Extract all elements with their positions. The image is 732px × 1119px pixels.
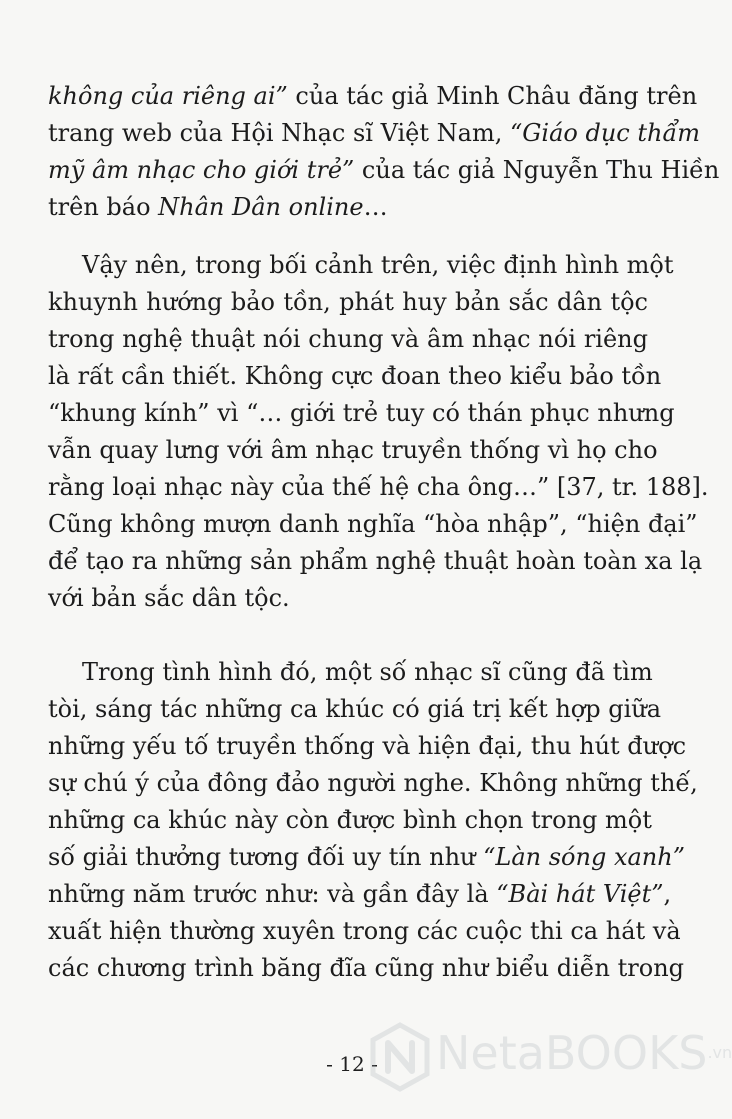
paragraph-line [48,691,662,728]
paragraph-1 [48,78,720,226]
text-segment: xuất hiện thường xuyên trong các cuộc thi ca hát và [48,917,681,945]
paragraph-line [48,321,648,358]
paragraph-line [48,728,687,765]
paragraph-line [48,284,648,321]
text-segment: không của riêng ai” [48,82,288,110]
text-segment: “Bài hát Việt” [496,880,664,908]
text-segment: , [663,880,672,908]
page-number: - 12 - [326,1052,378,1076]
text-segment: trên báo [48,193,159,221]
text-segment: số giải thưởng tương đối uy tín như [48,843,484,871]
text-segment: Nhân Dân online [158,193,364,221]
paragraph-line [48,950,685,987]
text-segment: Vậy nên, trong bối cảnh trên, việc định hình một [82,251,674,279]
text-segment: để tạo ra những sản phẩm nghệ thuật hoàn toàn xa lạ [48,547,703,575]
paragraph-line [48,358,662,395]
text-segment: Cũng không mượn danh nghĩa “hòa nhập”, “hiện đại” [48,510,698,538]
text-segment: các chương trình băng đĩa cũng như biểu diễn trong [48,954,685,982]
text-segment: trang web của Hội Nhạc sĩ Việt Nam, [48,119,510,147]
text-segment: “khung kính” vì “… giới trẻ tuy có thán phục nhưng [48,399,675,427]
text-segment: với bản sắc dân tộc. [48,584,290,612]
paragraph-line [48,247,674,284]
text-segment: những năm trước như: và gần đây là [48,880,497,908]
watermark-domain-suffix: .vn [707,1043,732,1062]
paragraph-line [48,839,685,876]
paragraph-line [48,152,720,189]
paragraph-line [48,765,698,802]
paragraph-line [48,115,700,152]
text-segment: … [363,193,388,221]
paragraph-line [48,432,658,469]
text-segment: những yếu tố truyền thống và hiện đại, thu hút được [48,732,687,760]
watermark-brand [436,1027,732,1079]
text-segment: những ca khúc này còn được bình chọn trong một [48,806,652,834]
text-segment: là rất cần thiết. Không cực đoan theo kiểu bảo tồn [48,362,662,390]
text-segment: vẫn quay lưng với âm nhạc truyền thống vì họ cho [48,436,658,464]
watermark-brand-name: NetaBOOKS [436,1026,708,1080]
paragraph-line [48,580,648,617]
text-segment: “Giáo dục thẩm [509,119,700,147]
paragraph-3 [48,654,698,987]
paragraph-line [48,395,675,432]
paragraph-line [48,189,648,226]
text-segment: sự chú ý của đông đảo người nghe. Không những thế, [48,769,698,797]
watermark [364,1015,732,1103]
paragraph-line [48,469,709,506]
text-segment: tòi, sáng tác những ca khúc có giá trị kết hợp giữa [48,695,662,723]
paragraph-line [48,506,698,543]
paragraph-line [48,802,652,839]
paragraph-line [48,543,703,580]
text-segment: khuynh hướng bảo tồn, phát huy bản sắc dân tộc [48,288,648,316]
paragraph-line [48,876,672,913]
text-segment: mỹ âm nhạc cho giới trẻ” [48,156,355,184]
paragraph-line [48,913,681,950]
text-segment: Trong tình hình đó, một số nhạc sĩ cũng đã tìm [82,658,653,686]
paragraph-line [48,654,653,691]
text-segment: trong nghệ thuật nói chung và âm nhạc nói riêng [48,325,648,353]
text-segment: rằng loại nhạc này của thế hệ cha ông…” [37, tr. 188]. [48,473,709,501]
text-segment: của tác giả Nguyễn Thu Hiền [354,156,720,184]
text-segment: của tác giả Minh Châu đăng trên [287,82,698,110]
text-segment: “Làn sóng xanh” [483,843,685,871]
paragraph-line [48,78,698,115]
paragraph-2 [48,247,709,617]
